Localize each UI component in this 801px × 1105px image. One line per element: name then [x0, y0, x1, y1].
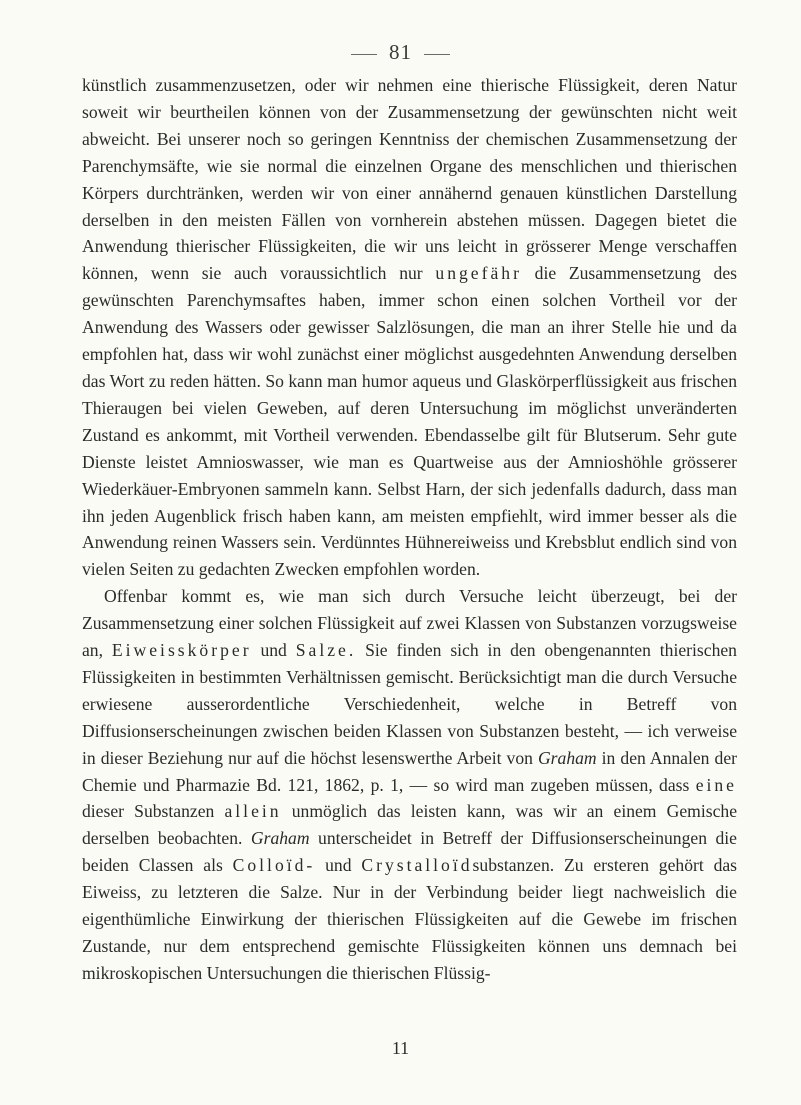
- spaced-emphasis: Salze.: [295, 640, 357, 661]
- spaced-emphasis: ungefähr: [435, 263, 522, 284]
- spaced-emphasis: eine: [695, 774, 737, 795]
- text-run: Sie finden sich in den obengenannten thierischen Flüssigkeiten in bestimmten Verhältnissen gemischt. Berücksichtigt man die durch Versuche erwiesene ausserordentliche Verschiedenheit, welche in Betreff von Diffusionserscheinungen zwischen beiden Klassen von Substanzen besteht, — ich verweise in dieser Beziehung nur auf die höchst lesenswerthe Arbeit von: [82, 640, 737, 768]
- text-run: und: [260, 640, 287, 661]
- spaced-emphasis: Eiweisskörper: [111, 640, 252, 661]
- header-rule-left: [351, 54, 377, 55]
- author-name: Graham: [250, 828, 310, 849]
- paragraph-2: [82, 583, 737, 987]
- text-run: in den Annalen der Chemie und Pharmazie Bd. 121, 1862, p. 1, — so wird man zugeben müssen, dass: [82, 747, 737, 795]
- header-rule-right: [424, 54, 450, 55]
- page-number: 81: [389, 40, 412, 64]
- text-run: und: [325, 855, 352, 876]
- text-run: unterscheidet in Betreff der Diffusionserscheinungen die beiden Classen als: [82, 828, 737, 876]
- spaced-emphasis: Colloïd-: [232, 855, 316, 876]
- signature-mark: 11: [391, 1038, 410, 1058]
- text-run: künstlich zusammenzusetzen, oder wir nehmen eine thierische Flüssigkeit, deren Natur soweit wir beurtheilen können von der Zusammensetzung der gewünschten nicht weit abweicht. Bei unserer noch so geringen Kenntniss der chemischen Zusammensetzung der Parenchymsäfte, wie sie normal die einzelnen Organe des menschlichen und thierischen Körpers durchtränken, werden wir von einer annähernd genauen künstlichen Darstellung derselben in den meisten Fällen von vornherein abstehen müssen. Dagegen bietet die Anwendung thierischer Flüssigkeiten, die wir uns leicht in grösserer Menge verschaffen können, wenn sie auch voraussichtlich nur: [82, 75, 737, 284]
- text-run: dieser Substanzen: [82, 801, 215, 822]
- paragraph-1: [82, 72, 737, 583]
- text-run: substanzen. Zu ersteren gehört das Eiweiss, zu letzteren die Salze. Nur in der Verbindung beider liegt nachweislich die eigenthümliche Einwirkung der thierischen Flüssigkeiten auf die Gewebe im frischen Zustande, nur dem entsprechend gemischte Flüssigkeiten können uns demnach bei mikroskopischen Untersuchungen die thierischen Flüssig-: [82, 855, 738, 983]
- text-run: unmöglich das leisten kann, was wir an einem Gemische derselben beobachten.: [82, 801, 738, 849]
- body-text: [82, 72, 737, 987]
- spaced-emphasis: Crystalloïd: [361, 855, 473, 876]
- spaced-emphasis: allein: [224, 801, 282, 822]
- text-run: die Zusammensetzung des gewünschten Parenchymsaftes haben, immer schon einen solchen Vortheil vor der Anwendung des Wassers oder gewisser Salzlösungen, die man an ihrer Stelle hie und da empfohlen hat, dass wir wohl zunächst einer möglichst ausgedehnten Anwendung derselben das Wort zu reden hätten. So kann man humor aqueus und Glaskörperflüssigkeit aus frischen Thieraugen bei vielen Geweben, auf deren Untersuchung im möglichst unveränderten Zustand es ankommt, mit Vortheil verwenden. Ebendasselbe gilt für Blutserum. Sehr gute Dienste leistet Amnioswasser, wie man es Quartweise aus der Amnioshöhle grösserer Wiederkäuer-Embryonen sammeln kann. Selbst Harn, der sich jedenfalls dadurch, dass man ihn jeden Augenblick frisch haben kann, am meisten empfiehlt, wird immer besser als die Anwendung reinen Wassers sein. Verdünntes Hühnereiweiss und Krebsblut endlich sind von vielen Seiten zu gedachten Zwecken empfohlen worden.: [82, 263, 737, 580]
- author-name: Graham: [537, 747, 597, 768]
- running-header: [0, 40, 801, 65]
- text-run: Offenbar kommt es, wie man sich durch Versuche leicht überzeugt, bei der Zusammensetzung einer solchen Flüssigkeit auf zwei Klassen von Substanzen vorzugsweise an,: [82, 586, 737, 661]
